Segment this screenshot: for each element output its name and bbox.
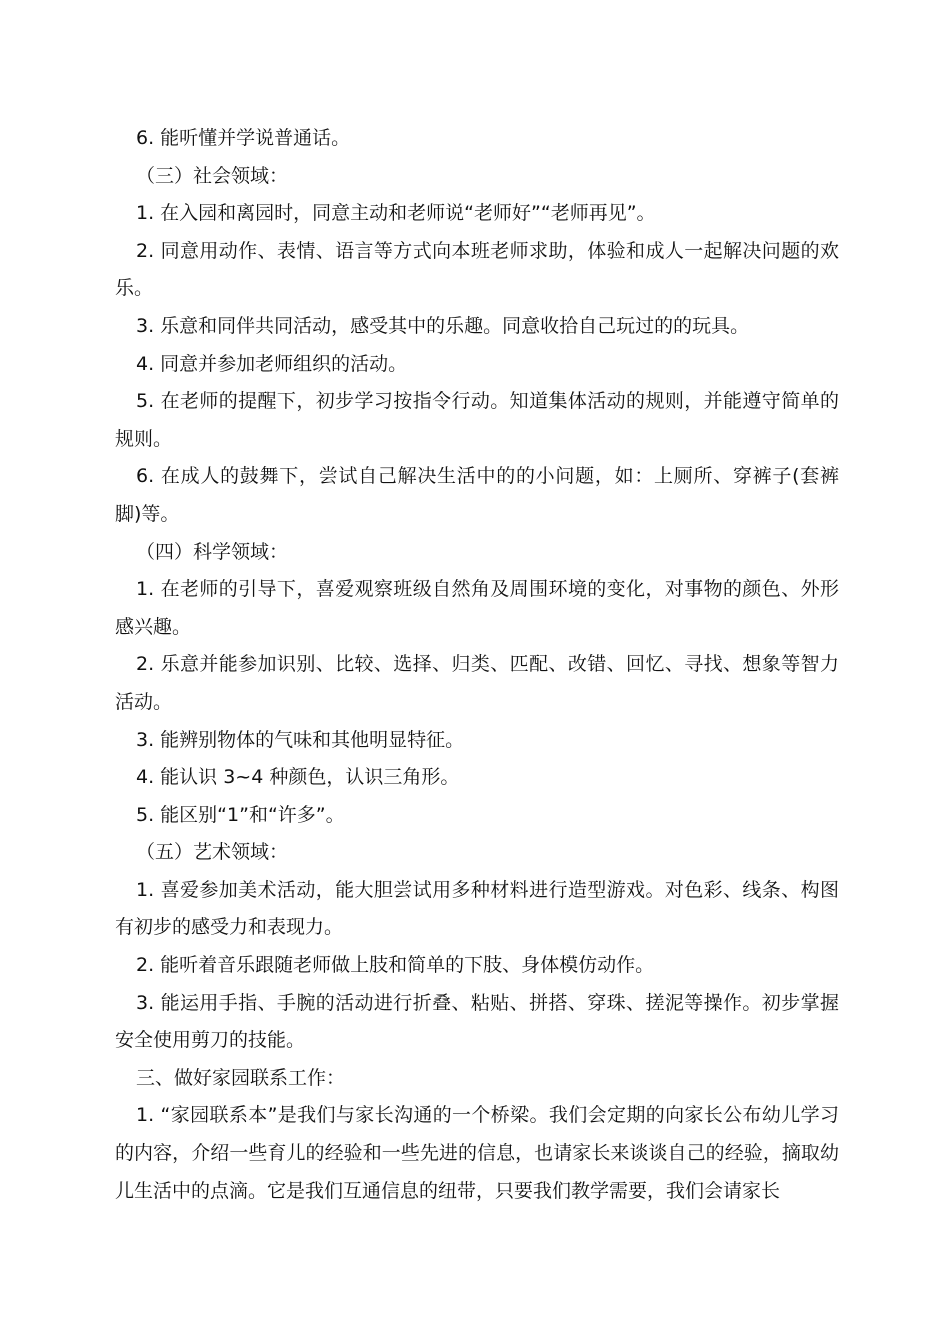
- paragraph: 2. 能听着音乐跟随老师做上肢和简单的下肢、身体模仿动作。: [136, 954, 655, 977]
- paragraph: 1. “家园联系本”是我们与家长沟通的一个桥梁。我们会定期的向家长公布幼儿学习的内容，介绍一些育儿的经验和一些先进的信息，也请家长来谈谈自己的经验，摘取幼儿生活中的点滴。它是我们互通信息的纽带，只要我们教学需要，我们会请家长: [115, 1104, 839, 1202]
- paragraph: 1. 在入园和离园时，同意主动和老师说“老师好”“老师再见”。: [136, 202, 656, 225]
- paragraph: 3. 能运用手指、手腕的活动进行折叠、粘贴、拼搭、穿珠、搓泥等操作。初步掌握安全使用剪刀的技能。: [115, 991, 839, 1052]
- paragraph: 6. 在成人的鼓舞下，尝试自己解决生活中的的小问题，如：上厕所、穿裤子(套裤脚)等。: [115, 465, 839, 525]
- section-heading-art: （五）艺术领域：: [136, 841, 289, 864]
- document-body: [115, 120, 839, 1210]
- paragraph: 3. 能辨别物体的气味和其他明显特征。: [136, 728, 465, 751]
- paragraph: 3. 乐意和同伴共同活动，感受其中的乐趣。同意收拾自己玩过的的玩具。: [136, 314, 750, 337]
- paragraph: 4. 能认识 3~4 种颜色，认识三角形。: [136, 766, 460, 789]
- paragraph: 2. 同意用动作、表情、语言等方式向本班老师求助，体验和成人一起解决问题的欢乐。: [115, 239, 839, 300]
- paragraph: 4. 同意并参加老师组织的活动。: [136, 352, 408, 375]
- paragraph: 5. 在老师的提醒下，初步学习按指令行动。知道集体活动的规则，并能遵守简单的规则。: [115, 390, 839, 450]
- section-heading-social: （三）社会领域：: [136, 164, 289, 187]
- section-heading-science: （四）科学领域：: [136, 540, 289, 563]
- section-heading-home-school: 三、做好家园联系工作：: [136, 1066, 346, 1089]
- paragraph: 2. 乐意并能参加识别、比较、选择、归类、匹配、改错、回忆、寻找、想象等智力活动。: [115, 653, 839, 713]
- paragraph: 1. 在老师的引导下，喜爱观察班级自然角及周围环境的变化，对事物的颜色、外形感兴趣。: [115, 578, 839, 638]
- paragraph: 6. 能听懂并学说普通话。: [136, 127, 351, 149]
- paragraph: 1. 喜爱参加美术活动，能大胆尝试用多种材料进行造型游戏。对色彩、线条、构图有初步的感受力和表现力。: [115, 878, 839, 939]
- paragraph: 5. 能区别“1”和“许多”。: [136, 803, 345, 826]
